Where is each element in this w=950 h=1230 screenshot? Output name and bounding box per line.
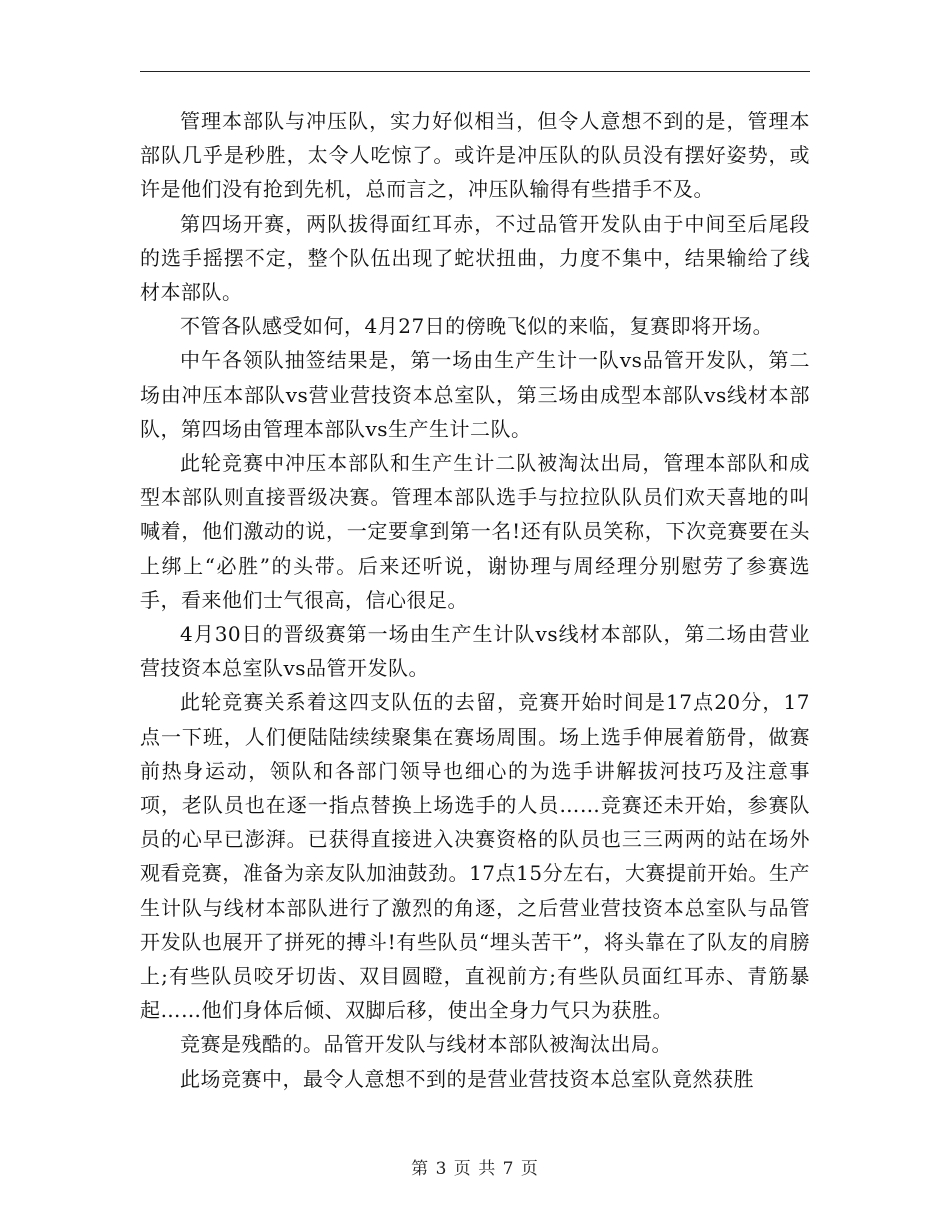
paragraph: 中午各领队抽签结果是，第一场由生产生计一队vs品管开发队，第二场由冲压本部队vs营业营技资本总室队，第三场由成型本部队vs线材本部队，第四场由管理本部队vs生产生计二队。 (140, 348, 810, 441)
paragraph: 此轮竞赛中冲压本部队和生产生计二队被淘汰出局，管理本部队和成型本部队则直接晋级决赛。管理本部队选手与拉拉队队员们欢天喜地的叫喊着，他们激动的说，一定要拿到第一名!还有队员笑称，下次竞赛要在头上绑上“必胜”的头带。后来还听说，谢协理与周经理分别慰劳了参赛选手，看来他们士气很高，信心很足。 (140, 451, 810, 612)
paragraph: 不管各队感受如何，4月27日的傍晚飞似的来临，复赛即将开场。 (180, 314, 774, 339)
paragraph: 管理本部队与冲压队，实力好似相当，但令人意想不到的是，管理本部队几乎是秒胜，太令人吃惊了。或许是冲压队的队员没有摆好姿势，或许是他们没有抢到先机，总而言之，冲压队输得有些措手不及。 (140, 109, 810, 202)
header-rule (140, 71, 810, 72)
paragraph: 此轮竞赛关系着这四支队伍的去留，竞赛开始时间是17点20分，17点一下班，人们便陆陆续续聚集在赛场周围。场上选手伸展着筋骨，做赛前热身运动，领队和各部门领导也细心的为选手讲解拔河技巧及注意事项，老队员也在逐一指点替换上场选手的人员……竞赛还未开始，参赛队员的心早已澎湃。已获得直接进入决赛资格的队员也三三两两的站在场外观看竞赛，准备为亲友队加油鼓劲。17点15分左右，大赛提前开始。生产生计队与线材本部队进行了激烈的角逐，之后营业营技资本总室队与品管开发队也展开了拼死的搏斗!有些队员“埋头苦干”，将头靠在了队友的肩膀上;有些队员咬牙切齿、双目圆瞪，直视前方;有些队员面红耳赤、青筋暴起……他们身体后倾、双脚后移，使出全身力气只为获胜。 (140, 690, 810, 1023)
document-body (140, 104, 810, 1096)
paragraph: 竞赛是残酷的。品管开发队与线材本部队被淘汰出局。 (180, 1032, 672, 1057)
page-number-footer: 第 3 页 共 7 页 (411, 1159, 539, 1179)
paragraph: 4月30日的晋级赛第一场由生产生计队vs线材本部队，第二场由营业营技资本总室队vs品管开发队。 (140, 622, 810, 681)
paragraph: 第四场开赛，两队拔得面红耳赤，不过品管开发队由于中间至后尾段的选手摇摆不定，整个队伍出现了蛇状扭曲，力度不集中，结果输给了线材本部队。 (140, 211, 810, 305)
paragraph: 此场竞赛中，最令人意想不到的是营业营技资本总室队竟然获胜 (180, 1066, 754, 1091)
